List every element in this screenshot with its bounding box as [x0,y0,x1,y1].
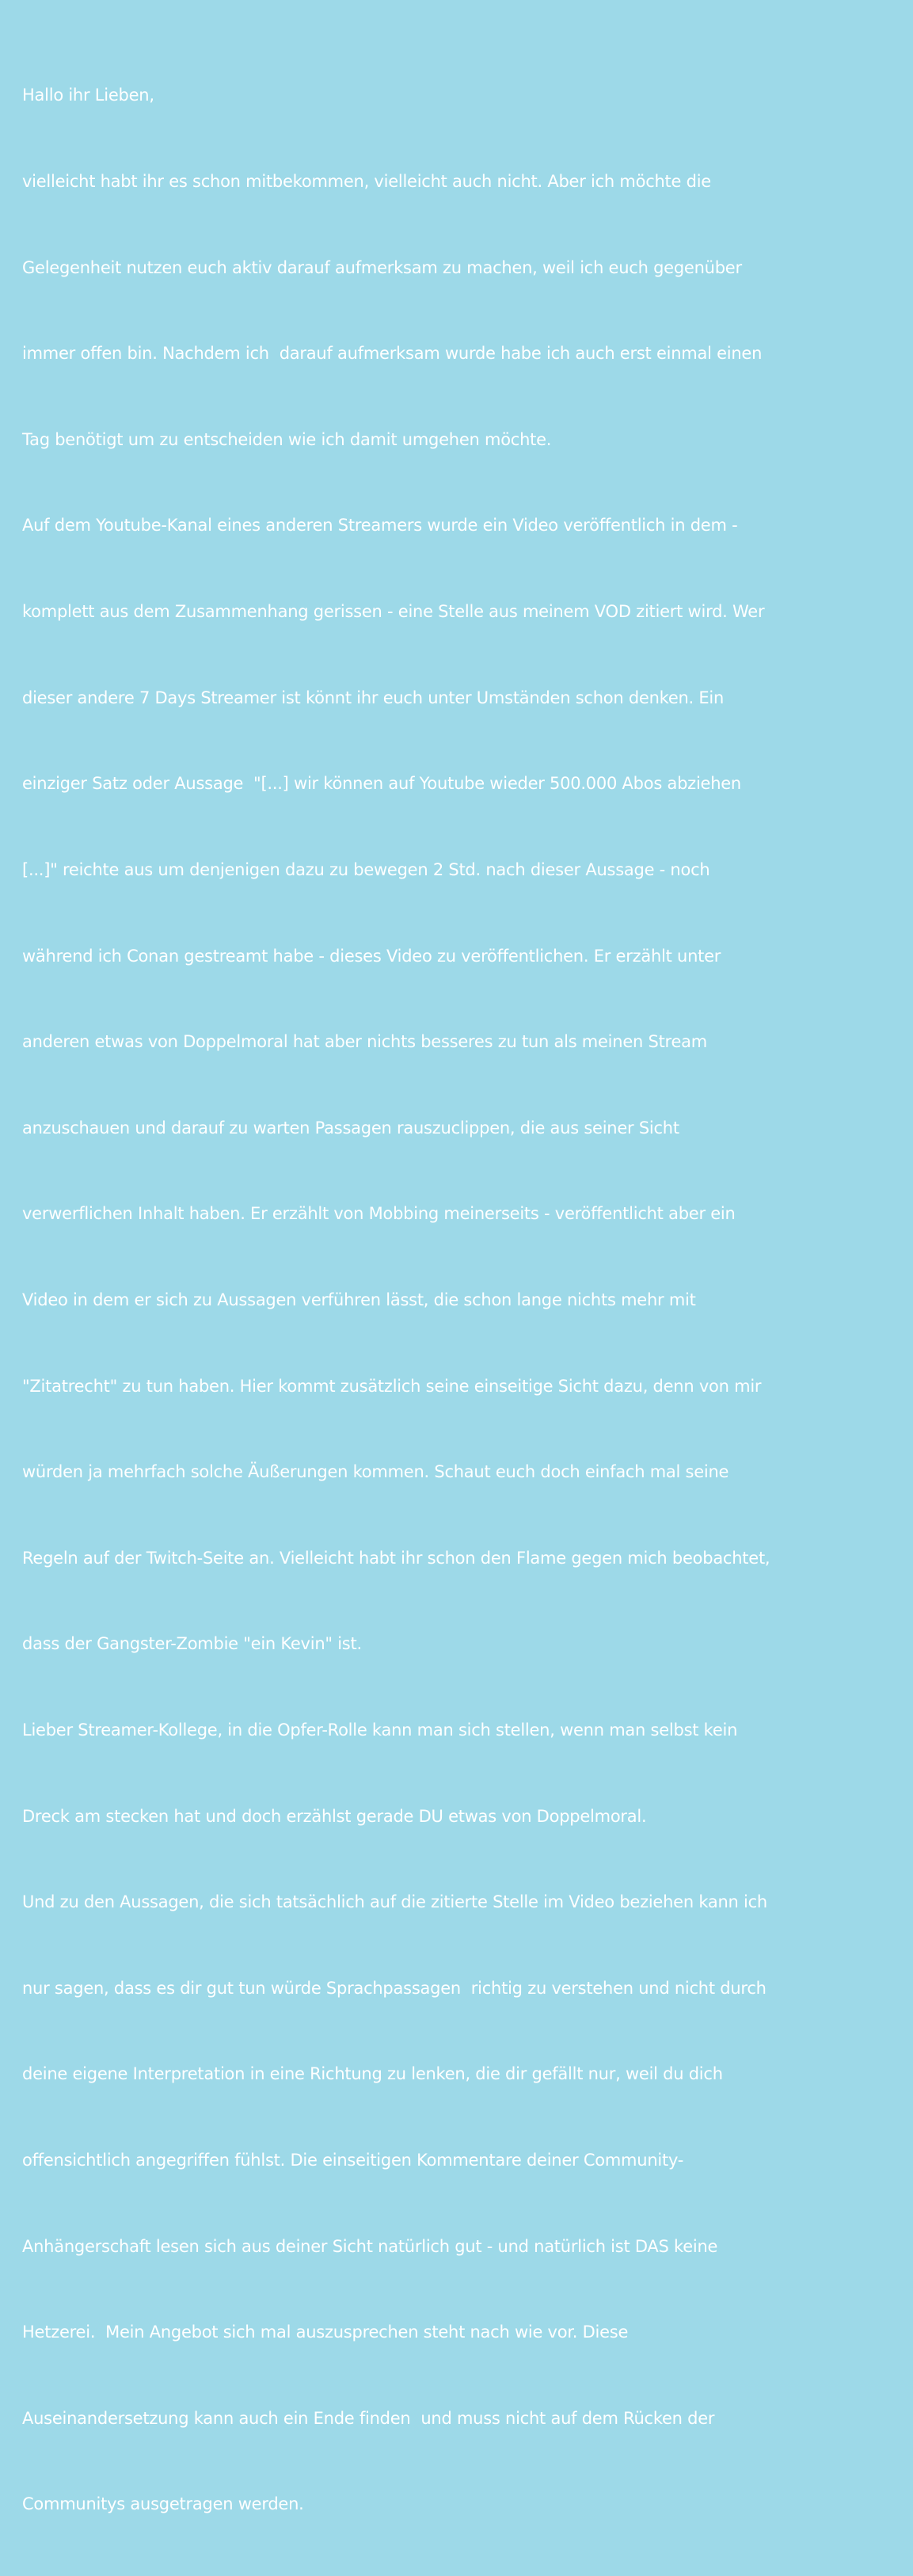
text-line: anderen etwas von Doppelmoral hat aber nichts besseres zu tun als meinen Stream [22,1032,707,1052]
text-line: einziger Satz oder Aussage "[...] wir können auf Youtube wieder 500.000 Abos abziehen [22,774,741,794]
text-line: Hetzerei. Mein Angebot sich mal auszusprechen steht nach wie vor. Diese [22,2323,629,2342]
text-line: Auf dem Youtube-Kanal eines anderen Streamers wurde ein Video veröffentlich in dem - [22,516,738,535]
text-line: nur sagen, dass es dir gut tun würde Sprachpassagen richtig zu verstehen und nicht durch [22,1978,767,1998]
text-line: Communitys ausgetragen werden. [22,2494,304,2514]
text-line: Anhängerschaft lesen sich aus deiner Sicht natürlich gut - und natürlich ist DAS keine [22,2236,718,2256]
text-line: komplett aus dem Zusammenhang gerissen - eine Stelle aus meinem VOD zitiert wird. Wer [22,602,765,622]
text-line: Und zu den Aussagen, die sich tatsächlich auf die zitierte Stelle im Video beziehen kann ich [22,1892,767,1912]
text-line: verwerflichen Inhalt haben. Er erzählt von Mobbing meinerseits - veröffentlicht aber ein [22,1204,736,1224]
text-line: dieser andere 7 Days Streamer ist könnt ihr euch unter Umständen schon denken. Ein [22,688,725,707]
text-line: [...]" reichte aus um denjenigen dazu zu bewegen 2 Std. nach dieser Aussage - noch [22,859,710,879]
text-line: würden ja mehrfach solche Äußerungen kommen. Schaut euch doch einfach mal seine [22,1462,729,1482]
text-line: Gelegenheit nutzen euch aktiv darauf aufmerksam zu machen, weil ich euch gegenüber [22,257,742,277]
text-line: Lieber Streamer-Kollege, in die Opfer-Rolle kann man sich stellen, wenn man selbst kein [22,1720,738,1740]
text-line: während ich Conan gestreamt habe - dieses Video zu veröffentlichen. Er erzählt unter [22,946,721,966]
text-line: Tag benötigt um zu entscheiden wie ich damit umgehen möchte. [22,429,552,449]
text-line: Dreck am stecken hat und doch erzählst gerade DU etwas von Doppelmoral. [22,1806,647,1826]
text-line: deine eigene Interpretation in eine Richtung zu lenken, die dir gefällt nur, weil du dich [22,2064,723,2084]
text-line: Video in dem er sich zu Aussagen verführen lässt, die schon lange nichts mehr mit [22,1290,696,1309]
text-line: offensichtlich angegriffen fühlst. Die einseitigen Kommentare deiner Community- [22,2151,684,2170]
text-line: Regeln auf der Twitch-Seite an. Vielleicht habt ihr schon den Flame gegen mich beobachtet, [22,1548,770,1568]
text-line: Auseinandersetzung kann auch ein Ende finden und muss nicht auf dem Rücken der [22,2408,715,2428]
text-line: vielleicht habt ihr es schon mitbekommen, vielleicht auch nicht. Aber ich möchte die [22,172,711,192]
statement-text [22,24,897,2576]
greeting-line: Hallo ihr Lieben, [22,86,154,105]
text-line: anzuschauen und darauf zu warten Passagen rauszuclippen, die aus seiner Sicht [22,1118,679,1137]
text-line: "Zitatrecht" zu tun haben. Hier kommt zusätzlich seine einseitige Sicht dazu, denn von mir [22,1376,762,1396]
text-line: immer offen bin. Nachdem ich darauf aufmerksam wurde habe ich auch erst einmal einen [22,344,763,364]
text-line: dass der Gangster-Zombie "ein Kevin" ist. [22,1634,362,1654]
